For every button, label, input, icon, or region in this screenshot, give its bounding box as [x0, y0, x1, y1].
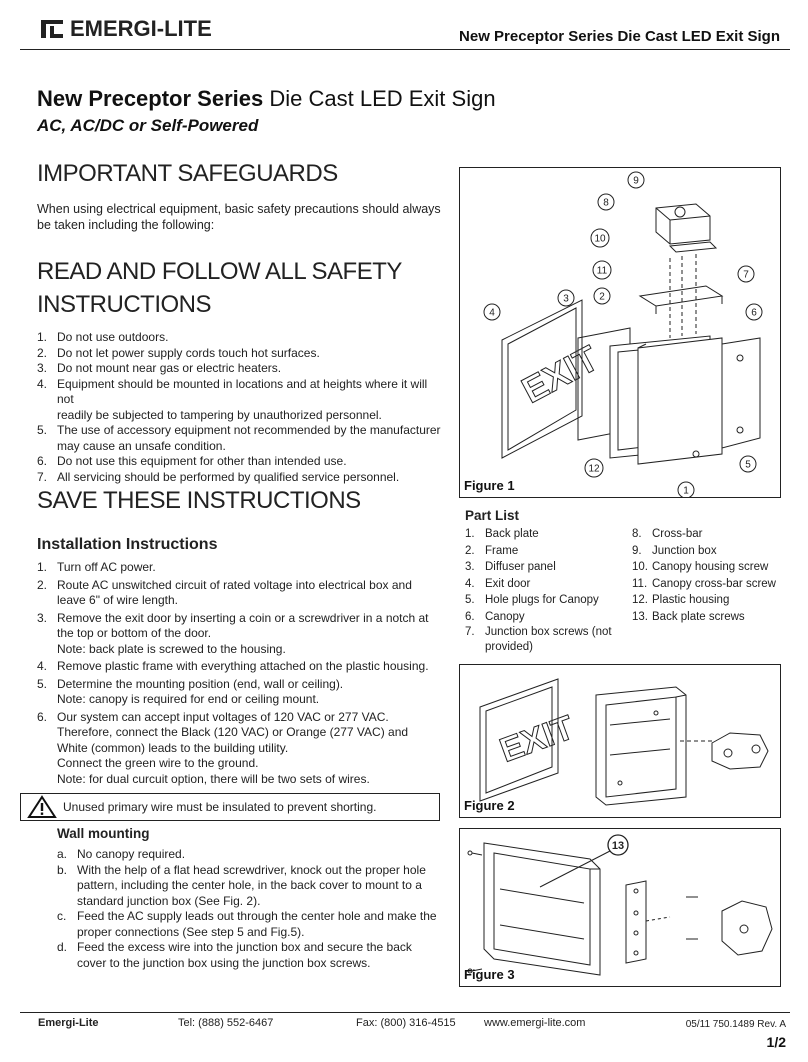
item-number: 2. [37, 577, 48, 592]
read-follow-heading: READ AND FOLLOW ALL SAFETY [37, 258, 402, 285]
callout-6 [746, 304, 762, 320]
item-text: Diffuser panel [485, 561, 556, 573]
installation-list [37, 560, 442, 787]
item-text: readily be subjected to tampering by unauthorized personnel. [57, 407, 382, 422]
list-item [465, 526, 625, 543]
item-text: Junction box [652, 544, 717, 557]
item-text: cover to the junction box using the junction box screws. [77, 955, 371, 970]
list-item [632, 592, 792, 609]
svg-text:13: 13 [611, 840, 625, 852]
warning-text: Unused primary wire must be insulated to prevent shorting. [63, 800, 377, 814]
list-item [465, 592, 625, 609]
item-text: Cross-bar [652, 528, 703, 540]
item-text: Equipment should be mounted in locations and at heights where it will not [57, 376, 428, 406]
figure-2 [459, 664, 781, 818]
list-item [37, 330, 442, 346]
item-text: Exit door [485, 577, 531, 590]
item-text: may cause an unsafe condition. [57, 438, 226, 453]
list-item [37, 361, 442, 377]
figure-3-label: Figure 3 [464, 967, 515, 982]
callout-10 [591, 229, 609, 247]
item-number: 6. [37, 454, 48, 468]
page-title [37, 86, 496, 112]
figure-2-drawing [460, 665, 780, 817]
list-item [632, 559, 792, 576]
item-text: Feed the AC supply leads out through the center hole and make the [77, 909, 437, 923]
list-item [632, 609, 792, 626]
item-text: No canopy required. [77, 847, 186, 861]
item-text: Do not use this equipment for other than intended use. [57, 454, 347, 468]
list-item [37, 659, 442, 675]
item-text: pattern, including the center hole, in the back cover to mount to a [77, 878, 422, 892]
exit-door-text: EXIT [514, 337, 605, 411]
svg-text:3: 3 [563, 293, 569, 305]
item-number: 5. [37, 676, 48, 691]
item-text: White (common) leads to the building utility. [57, 740, 289, 755]
item-text: Frame [485, 544, 519, 557]
callout-4 [484, 304, 500, 320]
item-number: c. [57, 909, 67, 923]
item-number: 8. [632, 528, 642, 540]
svg-text:5: 5 [745, 459, 751, 471]
list-item [465, 559, 625, 576]
item-number: 5. [37, 423, 48, 437]
item-number: 3. [465, 561, 475, 573]
item-text: Connect the green wire to the ground. [57, 756, 259, 770]
item-text: Hole plugs for Canopy [485, 594, 599, 606]
callout-2 [594, 288, 610, 304]
item-text: All servicing should be performed by qualified service personnel. [57, 469, 400, 484]
item-text: Remove plastic frame with everything attached on the plastic housing. [57, 659, 429, 673]
wall-mounting-heading: Wall mounting [57, 826, 150, 841]
item-number: 1. [37, 560, 48, 574]
item-text: Junction box screws (not [485, 626, 612, 638]
svg-text:7: 7 [743, 269, 749, 281]
item-text: Therefore, connect the Black (120 VAC) or Orange (277 VAC) and [57, 725, 409, 739]
item-number: 6. [465, 610, 475, 623]
callout-5 [740, 456, 756, 472]
part-list-left [465, 526, 625, 655]
item-number: b. [57, 862, 68, 877]
emergi-lite-logo-icon [40, 17, 66, 41]
safeguards-intro-line: be taken including the following: [37, 218, 215, 232]
svg-text:6: 6 [751, 307, 757, 319]
list-item [465, 543, 625, 560]
item-text: Our system can accept input voltages of 120 VAC or 277 VAC. [57, 709, 389, 724]
list-item [37, 710, 442, 788]
item-number: d. [57, 940, 68, 954]
list-item [57, 863, 447, 910]
figure-1 [459, 167, 781, 498]
item-text: Do not let power supply cords touch hot surfaces. [57, 345, 320, 360]
read-follow-heading: INSTRUCTIONS [37, 291, 211, 318]
callout-3 [558, 290, 574, 306]
item-text: Back plate [485, 528, 539, 540]
svg-text:2: 2 [599, 291, 605, 303]
callout-13 [608, 835, 628, 855]
warning-icon [27, 795, 57, 819]
item-text: With the help of a flat head screwdriver, knock out the proper hole [77, 862, 426, 877]
item-number: 9. [632, 544, 642, 557]
callout-12 [585, 459, 603, 477]
callout-11 [593, 261, 611, 279]
item-text: Determine the mounting position (end, wall or ceiling). [57, 676, 344, 691]
item-text: Turn off AC power. [57, 560, 156, 574]
list-item [465, 576, 625, 593]
item-text: Do not mount near gas or electric heaters. [57, 361, 282, 375]
item-number: 4. [37, 659, 48, 673]
svg-text:9: 9 [633, 175, 639, 187]
item-number: 2. [465, 544, 475, 557]
item-text: Canopy [485, 610, 525, 623]
callout-9 [628, 172, 644, 188]
part-list-heading: Part List [465, 508, 520, 523]
list-item [37, 578, 442, 609]
item-text: Note: back plate is screwed to the housing. [57, 641, 286, 656]
safeguards-heading: IMPORTANT SAFEGUARDS [37, 160, 338, 187]
item-text: Do not use outdoors. [57, 330, 169, 344]
item-number: 3. [37, 610, 48, 625]
title-bold: New Preceptor Series [37, 86, 264, 111]
warning-box [20, 793, 440, 821]
part-list-right [632, 526, 792, 625]
footer-tel: Tel: (888) 552-6467 [178, 1017, 274, 1029]
footer-company: Emergi-Lite [38, 1017, 99, 1029]
svg-text:10: 10 [594, 233, 606, 245]
exit-door-text: EXIT [494, 708, 579, 770]
item-text: The use of accessory equipment not recommended by the manufacturer [57, 423, 441, 437]
item-number: 1. [465, 528, 475, 540]
list-item [37, 454, 442, 470]
list-item [465, 609, 625, 626]
list-item [632, 543, 792, 560]
page-number: 1/2 [766, 1034, 786, 1050]
callout-1 [678, 482, 694, 497]
item-number: 2. [37, 345, 48, 360]
item-text: Feed the excess wire into the junction box and secure the back [77, 940, 412, 954]
list-item [37, 346, 442, 362]
item-text: Remove the exit door by inserting a coin or a screwdriver in a notch at [57, 610, 429, 625]
list-item [37, 423, 442, 454]
item-number: 5. [465, 594, 475, 606]
list-item [57, 940, 447, 971]
page-subtitle: AC, AC/DC or Self-Powered [37, 116, 259, 135]
list-item [37, 677, 442, 708]
footer-revision: 05/11 750.1489 Rev. A [685, 1019, 786, 1030]
list-item [37, 560, 442, 576]
item-text: the top or bottom of the door. [57, 626, 212, 640]
brand-name: EMERGI-LITE [70, 16, 212, 41]
footer-fax: Fax: (800) 316-4515 [356, 1017, 456, 1029]
list-item [37, 470, 442, 486]
save-heading: SAVE THESE INSTRUCTIONS [37, 487, 361, 514]
figure-1-drawing [460, 168, 780, 497]
svg-text:1: 1 [683, 485, 689, 497]
item-number: 7. [37, 469, 48, 484]
item-text: standard junction box (See Fig. 2). [77, 893, 261, 908]
item-text: Plastic housing [652, 594, 730, 606]
list-item [57, 847, 447, 863]
callout-7 [738, 266, 754, 282]
item-number: 1. [37, 330, 48, 344]
footer-rule [20, 1012, 790, 1013]
footer-web[interactable]: www.emergi-lite.com [484, 1017, 586, 1029]
list-item [632, 576, 792, 593]
item-text: Route AC unswitched circuit of rated voltage into electrical box and [57, 577, 412, 592]
svg-text:4: 4 [489, 307, 495, 319]
item-number: 3. [37, 361, 48, 375]
item-number: 13. [632, 610, 648, 623]
item-text: Back plate screws [652, 610, 745, 623]
list-item [57, 909, 447, 940]
item-number: 7. [465, 626, 475, 638]
item-number: 4. [37, 376, 48, 391]
svg-text:8: 8 [603, 197, 609, 209]
item-text: Note: for dual curcuit option, there will be two sets of wires. [57, 771, 370, 786]
item-text: proper connections (See step 5 and Fig.5). [77, 924, 305, 939]
callout-8 [598, 194, 614, 210]
svg-text:12: 12 [588, 463, 600, 475]
item-number: 10. [632, 561, 648, 573]
brand-logo [40, 16, 212, 42]
item-number: 4. [465, 577, 475, 590]
list-item [37, 611, 442, 658]
item-number: 11. [632, 577, 648, 590]
figure-3 [459, 828, 781, 987]
item-text: Canopy housing screw [652, 561, 769, 573]
figure-2-label: Figure 2 [464, 798, 515, 813]
item-number: 12. [632, 594, 648, 606]
wall-mounting-list [57, 847, 447, 971]
header-doc-title: New Preceptor Series Die Cast LED Exit Sign [459, 28, 780, 45]
page-header [20, 10, 790, 50]
list-item [465, 625, 625, 655]
item-text: leave 6" of wire length. [57, 593, 178, 607]
installation-heading: Installation Instructions [37, 536, 218, 553]
figure-1-label: Figure 1 [464, 478, 515, 493]
item-text: Note: canopy is required for end or ceiling mount. [57, 692, 320, 706]
item-text: Canopy cross-bar screw [652, 577, 776, 590]
svg-text:11: 11 [596, 265, 608, 277]
item-number: 6. [37, 709, 48, 724]
item-text: provided) [485, 641, 533, 653]
list-item [632, 526, 792, 543]
safeguards-intro-line: When using electrical equipment, basic safety precautions should always [37, 202, 441, 216]
safety-list [37, 330, 442, 485]
item-number: a. [57, 847, 68, 861]
figure-3-drawing [460, 829, 780, 986]
safeguards-intro [37, 201, 442, 233]
list-item [37, 377, 442, 424]
title-rest: Die Cast LED Exit Sign [269, 86, 496, 111]
